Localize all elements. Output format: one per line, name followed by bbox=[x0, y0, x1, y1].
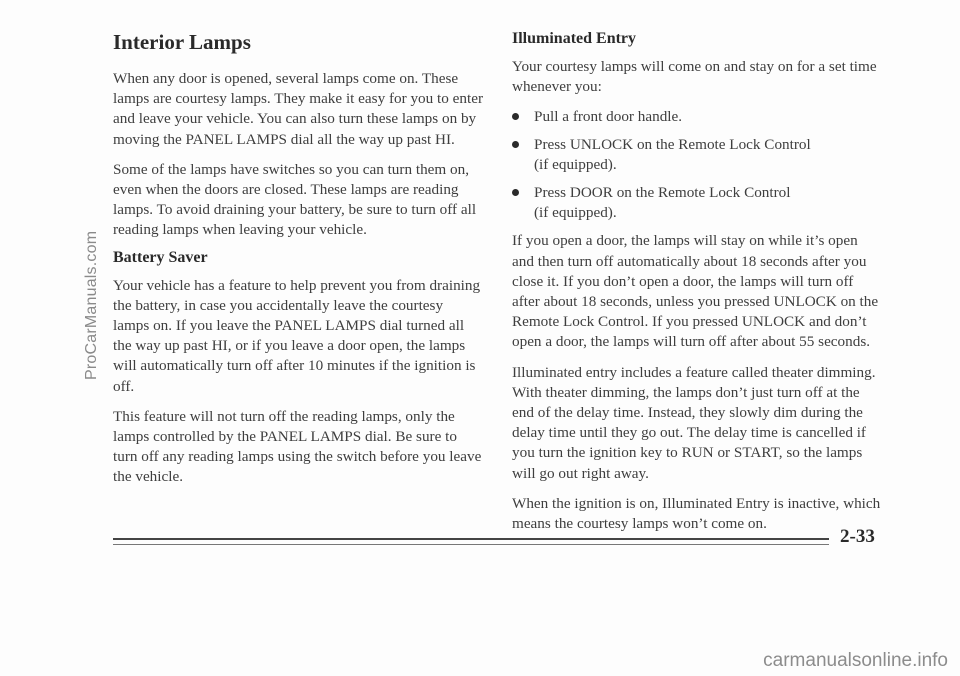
watermark-bottom: carmanualsonline.info bbox=[763, 650, 948, 671]
paragraph-illuminated-intro: Your courtesy lamps will come on and stay on for a set time whenever you: bbox=[512, 58, 877, 96]
bullet-subtext: (if equipped). bbox=[534, 156, 617, 174]
bullet-icon bbox=[512, 113, 519, 120]
bullet-icon bbox=[512, 141, 519, 148]
paragraph-theater-dimming: Illuminated entry includes a feature called theater dimming. With theater dimming, the lamps don’t just turn off at the end of the delay time. Instead, they slowly dim during the delay time until they go out. The delay time is cancelled if you turn the ignition key to RUN or START, so the lamps will go out right away. bbox=[512, 363, 876, 482]
footer-rule-thick bbox=[113, 538, 829, 540]
page-number: 2-33 bbox=[840, 526, 875, 547]
watermark-left: ProCarManuals.com bbox=[83, 230, 100, 380]
paragraph-courtesy-lamps: When any door is opened, several lamps come on. These lamps are courtesy lamps. They make it easy for you to enter and leave your vehicle. You can also turn these lamps on by moving the PANEL LAMPS dial all the way up past HI. bbox=[113, 70, 484, 148]
paragraph-reading-lamps-note: This feature will not turn off the reading lamps, only the lamps controlled by the PANEL LAMPS dial. Be sure to turn off any reading lamps using the switch before you leave the vehicle. bbox=[113, 407, 482, 486]
paragraph-delay-timing: If you open a door, the lamps will stay on while it’s open and then turn off automatically about 18 seconds after you close it. If you don’t open a door, the lamps will turn off after about 18 seconds, unless you pressed UNLOCK on the Remote Lock Control. If you pressed UNLOCK and don’t open a door, the lamps will turn off after about 55 seconds. bbox=[512, 232, 879, 351]
list-item bbox=[512, 107, 882, 127]
section-title-interior-lamps: Interior Lamps bbox=[113, 30, 251, 54]
right-column bbox=[512, 30, 882, 544]
list-item bbox=[512, 183, 882, 223]
paragraph-reading-lamps: Some of the lamps have switches so you can turn them on, even when the doors are closed. These lamps are reading lamps. To avoid draining your battery, be sure to turn off all reading lamps when leaving your vehicle. bbox=[113, 160, 477, 239]
bullet-subtext: (if equipped). bbox=[534, 204, 617, 222]
bullet-text: Pull a front door handle. bbox=[534, 108, 683, 126]
bullet-text: Press DOOR on the Remote Lock Control bbox=[534, 184, 791, 202]
subtitle-battery-saver: Battery Saver bbox=[113, 248, 208, 266]
subtitle-illuminated-entry: Illuminated Entry bbox=[512, 30, 637, 47]
bullet-icon bbox=[512, 189, 519, 196]
bullet-list bbox=[512, 107, 882, 223]
paragraph-battery-saver: Your vehicle has a feature to help prevent you from draining the battery, in case you accidentally leave the courtesy lamps on. If you leave the PANEL LAMPS dial turned all the way up past HI, or if you leave a door open, the lamps will automatically turn off after 10 minutes if the ignition is off. bbox=[113, 276, 481, 395]
list-item bbox=[512, 135, 882, 175]
paragraph-ignition-on: When the ignition is on, Illuminated Entry is inactive, which means the courtesy lamps won’t come on. bbox=[512, 494, 881, 533]
bullet-text: Press UNLOCK on the Remote Lock Control bbox=[534, 136, 811, 154]
left-column bbox=[113, 30, 483, 498]
footer-rule-thin bbox=[113, 544, 829, 545]
